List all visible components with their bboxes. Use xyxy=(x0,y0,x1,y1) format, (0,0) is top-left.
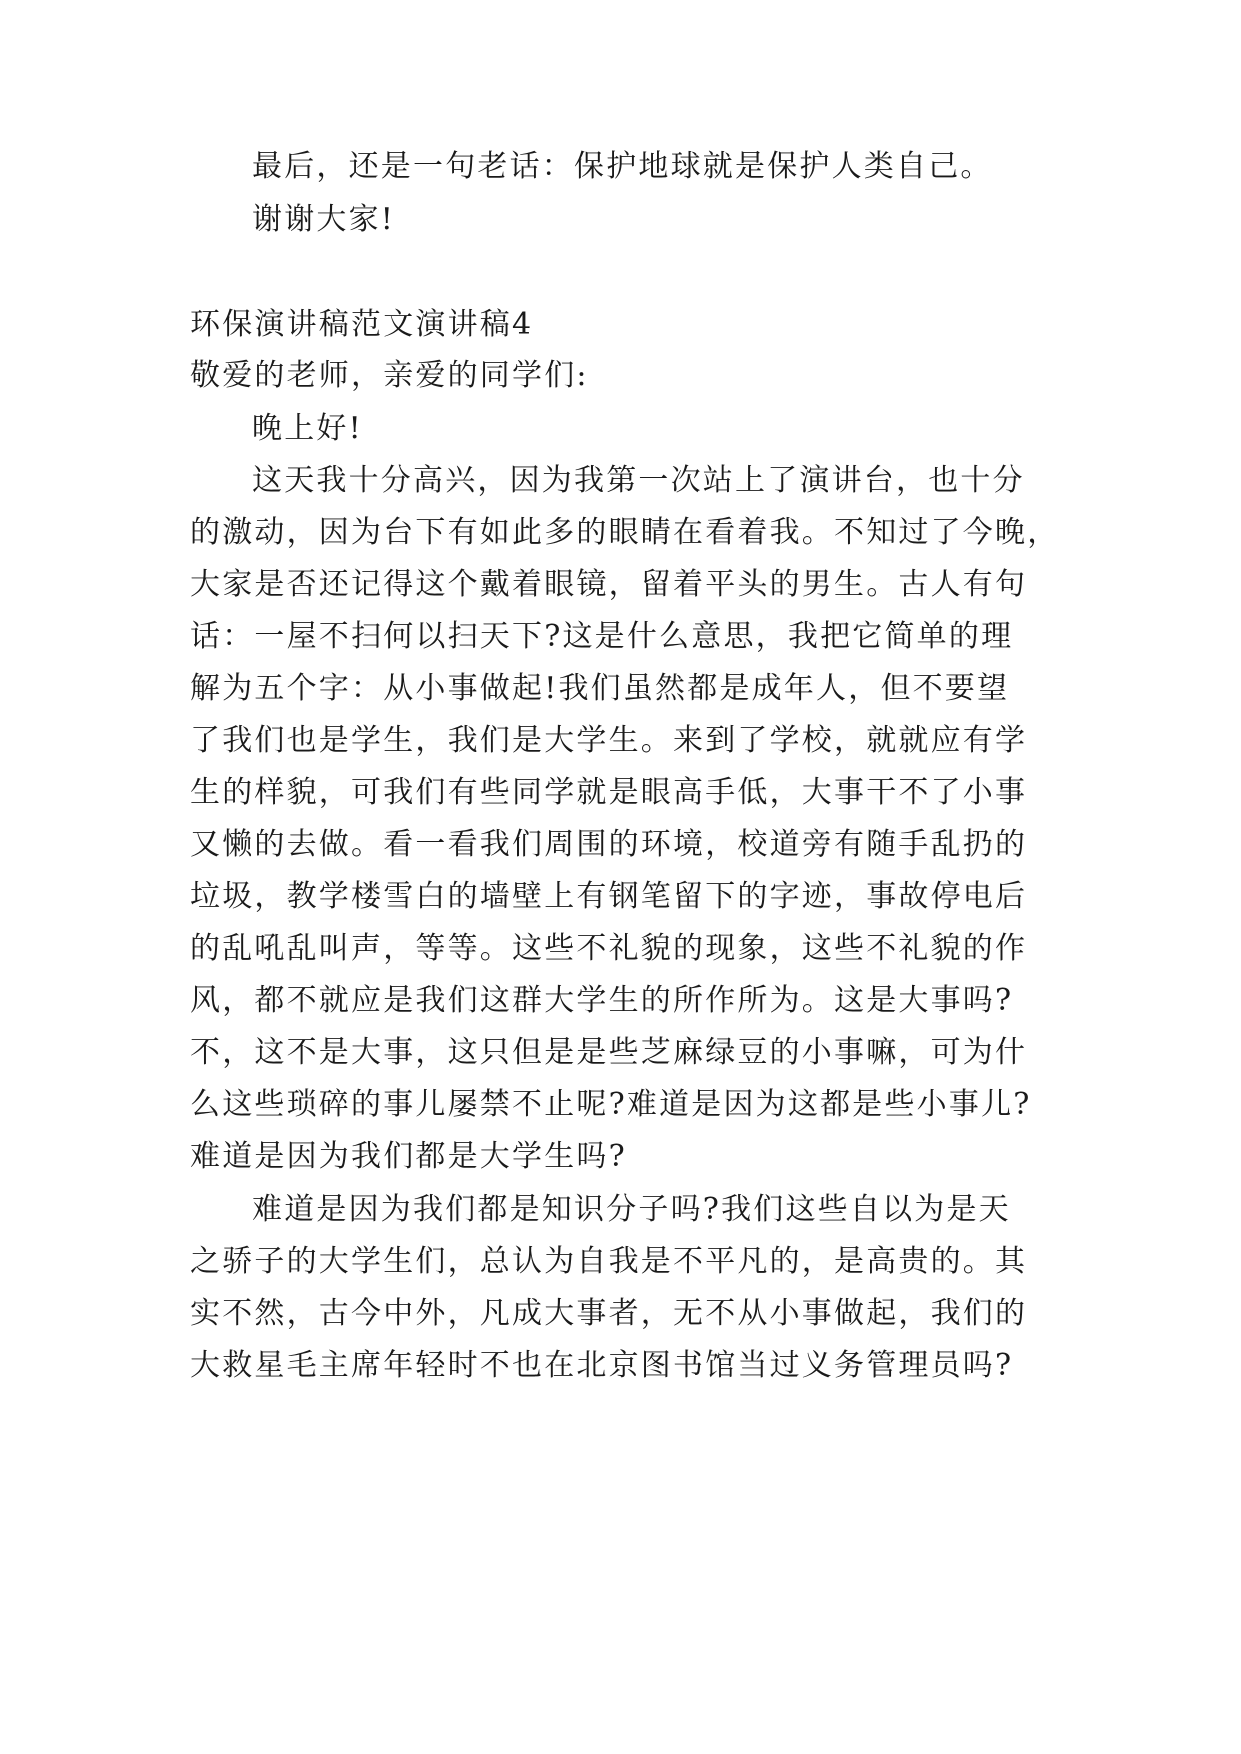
thanks-line: 谢谢大家! xyxy=(252,202,396,237)
paragraph-line: 的乱吼乱叫声，等等。这些不礼貌的现象，这些不礼貌的作 xyxy=(190,931,1028,966)
paragraph-line: 了我们也是学生，我们是大学生。来到了学校，就就应有学 xyxy=(190,723,1028,758)
paragraph-line: 难道是因为我们都是知识分子吗?我们这些自以为是天 xyxy=(252,1192,1011,1227)
paragraph-line: 话：一屋不扫何以扫天下?这是什么意思，我把它简单的理 xyxy=(190,619,1014,654)
paragraph-line: 的激动，因为台下有如此多的眼睛在看着我。不知过了今晚， xyxy=(190,515,1060,550)
paragraph-line: 这天我十分高兴，因为我第一次站上了演讲台，也十分 xyxy=(252,463,1025,498)
paragraph-line: 大救星毛主席年轻时不也在北京图书馆当过义务管理员吗? xyxy=(190,1348,1014,1383)
salutation: 敬爱的老师，亲爱的同学们: xyxy=(190,358,589,393)
paragraph-line: 又懒的去做。看一看我们周围的环境，校道旁有随手乱扔的 xyxy=(190,827,1028,862)
paragraph-line: 难道是因为我们都是大学生吗? xyxy=(190,1139,627,1174)
paragraph-line: 生的样貌，可我们有些同学就是眼高手低，大事干不了小事 xyxy=(190,775,1028,810)
paragraph-line: 之骄子的大学生们，总认为自我是不平凡的，是高贵的。其 xyxy=(190,1244,1028,1279)
paragraph-line: 么这些琐碎的事儿屡禁不止呢?难道是因为这都是些小事儿? xyxy=(190,1087,1032,1122)
paragraph-line: 风，都不就应是我们这群大学生的所作所为。这是大事吗? xyxy=(190,983,1014,1018)
speech-title: 环保演讲稿范文演讲稿4 xyxy=(190,307,534,342)
paragraph-line: 实不然，古今中外，凡成大事者，无不从小事做起，我们的 xyxy=(190,1296,1028,1331)
paragraph-line: 大家是否还记得这个戴着眼镜，留着平头的男生。古人有句 xyxy=(190,567,1028,602)
paragraph-line: 垃圾，教学楼雪白的墙壁上有钢笔留下的字迹，事故停电后 xyxy=(190,879,1028,914)
closing-line: 最后，还是一句老话：保护地球就是保护人类自己。 xyxy=(252,149,993,184)
paragraph-line: 不，这不是大事，这只但是是些芝麻绿豆的小事嘛，可为什 xyxy=(190,1035,1028,1070)
paragraph-line: 解为五个字：从小事做起!我们虽然都是成年人，但不要望 xyxy=(190,671,1010,706)
greeting: 晚上好! xyxy=(252,411,363,446)
